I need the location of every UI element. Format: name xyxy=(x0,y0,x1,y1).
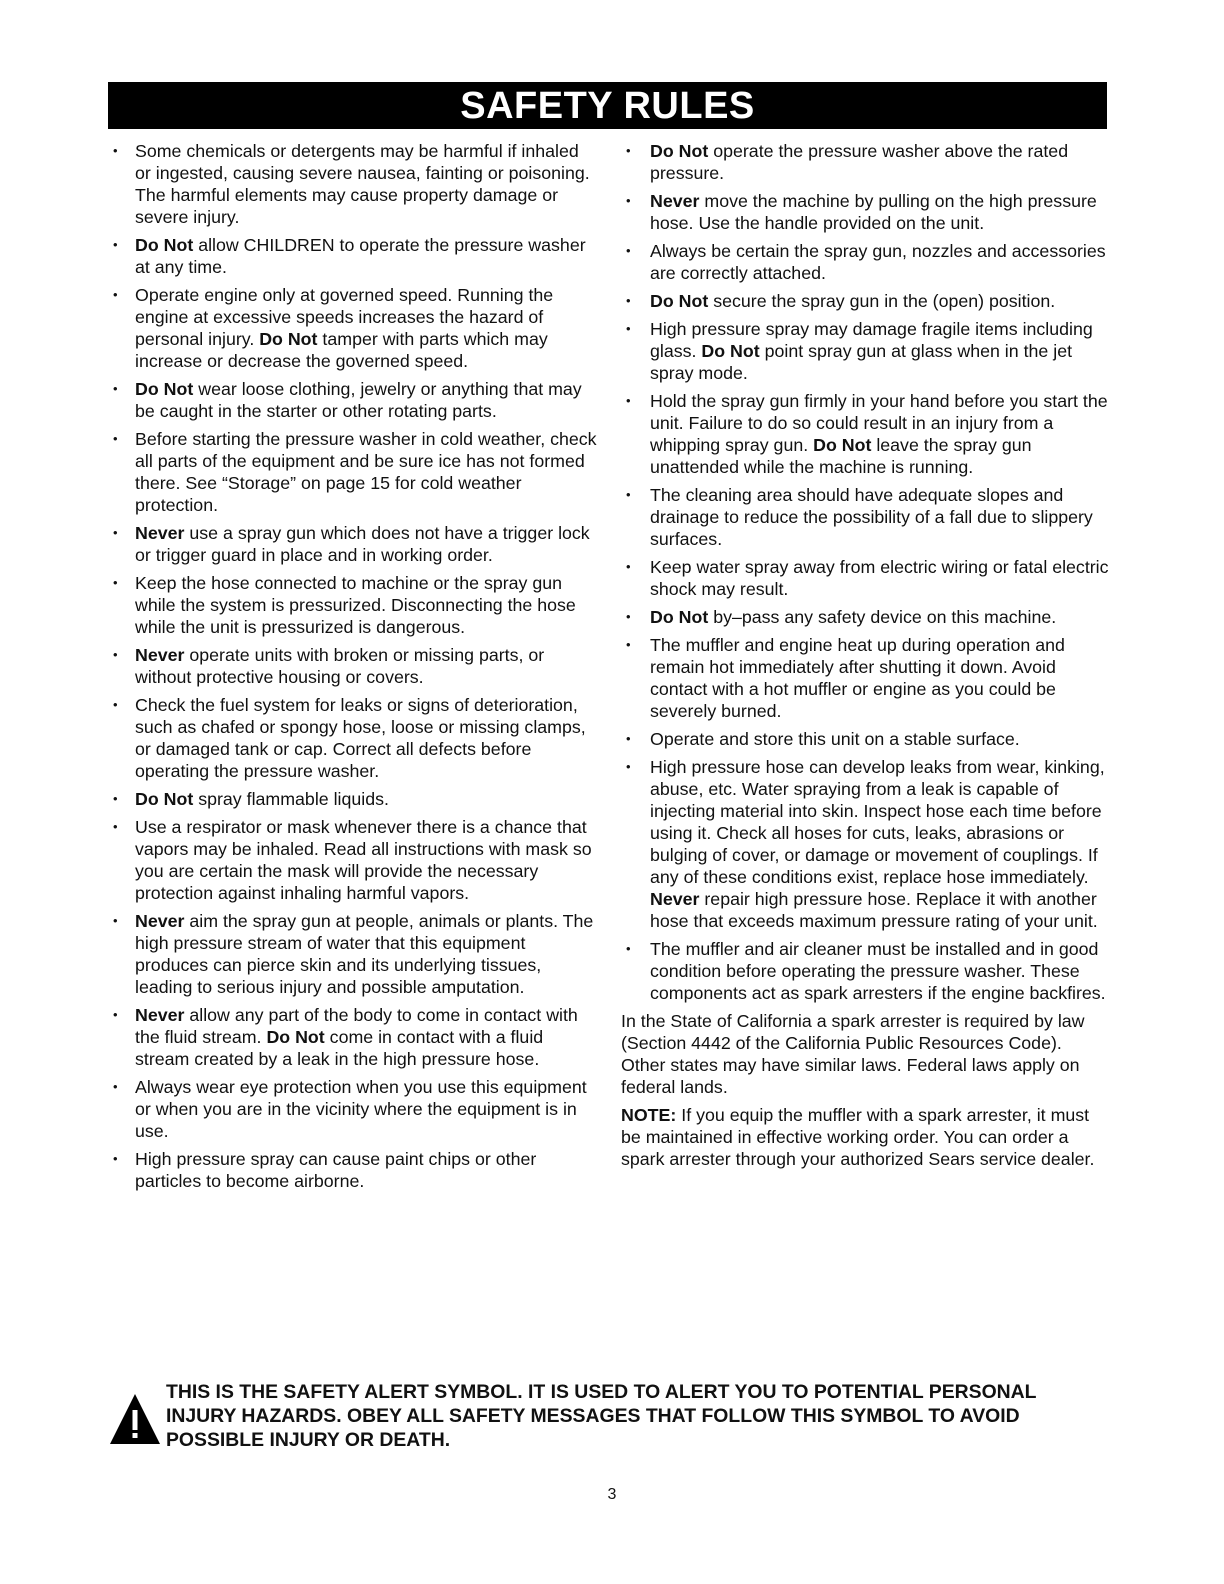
rule-item xyxy=(108,428,598,516)
rule-text: Some chemicals or detergents may be harmful if inhaled or ingested, causing severe nausea, fainting or poisoning. The harmful elements may cause property damage or severe injury. xyxy=(135,141,590,227)
rule-item xyxy=(108,1004,598,1070)
rule-item xyxy=(108,378,598,422)
rule-item xyxy=(108,694,598,782)
rule-text: Operate engine only at governed speed. Running the engine at excessive speeds increases the hazard of personal injury. xyxy=(135,285,554,349)
rule-text: The muffler and engine heat up during operation and remain hot immediately after shutting it down. Avoid contact with a hot muffler or engine as you could be severely burned. xyxy=(650,635,1065,721)
rule-text: operate units with broken or missing parts, or without protective housing or covers. xyxy=(135,645,545,687)
rule-text: aim the spray gun at people, animals or plants. The high pressure stream of water that this equipment produces can pierce skin and its underlying tissues, leading to serious injury and possible amputation. xyxy=(135,911,594,997)
note-text: If you equip the muffler with a spark arrester, it must be maintained in effective working order. You can order a spark arrester through your authorized Sears service dealer. xyxy=(621,1105,1095,1169)
rule-keyword: Never xyxy=(650,889,700,909)
rule-text: secure the spray gun in the (open) position. xyxy=(708,291,1056,311)
rule-keyword: Never xyxy=(135,645,185,665)
rule-keyword: Do Not xyxy=(135,379,194,399)
rule-keyword: Never xyxy=(135,1005,185,1025)
rule-item xyxy=(621,190,1111,234)
rule-keyword: Never xyxy=(135,911,185,931)
rule-item xyxy=(108,522,598,566)
rule-text: wear loose clothing, jewelry or anything that may be caught in the starter or other rotating parts. xyxy=(135,379,582,421)
rule-item xyxy=(621,756,1111,932)
left-column xyxy=(108,140,598,1198)
rule-text: Keep the hose connected to machine or the spray gun while the system is pressurized. Disconnecting the hose while the unit is pressurized is dangerous. xyxy=(135,573,576,637)
note-paragraph xyxy=(621,1104,1111,1170)
rule-text: Keep water spray away from electric wiring or fatal electric shock may result. xyxy=(650,557,1109,599)
rule-text: come in contact with a fluid stream created by a leak in the high pressure hose. xyxy=(135,1027,544,1069)
rule-item xyxy=(621,318,1111,384)
rule-text: The muffler and air cleaner must be installed and in good condition before operating the pressure washer. These components act as spark arresters if the engine backfires. xyxy=(650,939,1106,1003)
rule-text: repair high pressure hose. Replace it with another hose that exceeds maximum pressure rating of your unit. xyxy=(650,889,1098,931)
rule-text: Always be certain the spray gun, nozzles and accessories are correctly attached. xyxy=(650,241,1106,283)
rule-item xyxy=(108,816,598,904)
rule-text: operate the pressure washer above the rated pressure. xyxy=(650,141,1069,183)
left-rules-list xyxy=(108,140,598,1192)
rule-keyword: Do Not xyxy=(650,607,709,627)
rule-item xyxy=(621,484,1111,550)
rule-text: leave the spray gun unattended while the machine is running. xyxy=(650,435,1032,477)
rule-text: High pressure spray can cause paint chips or other particles to become airborne. xyxy=(135,1149,537,1191)
rule-item xyxy=(621,390,1111,478)
california-paragraph: In the State of California a spark arrester is required by law (Section 4442 of the California Public Resources Code). Other states may have similar laws. Federal laws apply on federal lands. xyxy=(621,1011,1085,1097)
rule-keyword: Do Not xyxy=(701,341,760,361)
rule-item xyxy=(108,140,598,228)
rule-item xyxy=(108,1076,598,1142)
rule-item xyxy=(621,606,1111,628)
rule-item xyxy=(108,572,598,638)
rule-keyword: Do Not xyxy=(650,141,709,161)
rule-item xyxy=(108,234,598,278)
rule-item xyxy=(621,240,1111,284)
rule-item xyxy=(621,634,1111,722)
rule-item xyxy=(108,1148,598,1192)
page-title-banner xyxy=(108,82,1107,129)
rule-item xyxy=(108,788,598,810)
safety-alert-text: THIS IS THE SAFETY ALERT SYMBOL. IT IS USED TO ALERT YOU TO POTENTIAL PERSONAL INJURY HAZARDS. OBEY ALL SAFETY MESSAGES THAT FOLLOW THIS SYMBOL TO AVOID POSSIBLE INJURY OR DEATH. xyxy=(166,1381,1037,1451)
rule-text: move the machine by pulling on the high pressure hose. Use the handle provided on the unit. xyxy=(650,191,1097,233)
right-rules-list xyxy=(621,140,1111,1004)
rule-item xyxy=(621,140,1111,184)
rule-item xyxy=(108,910,598,998)
rule-item xyxy=(621,290,1111,312)
rule-item xyxy=(621,556,1111,600)
rule-keyword: Do Not xyxy=(135,235,194,255)
rule-text: High pressure spray may damage fragile items including glass. xyxy=(650,319,1093,361)
page-title: SAFETY RULES xyxy=(460,85,755,127)
rule-text: allow any part of the body to come in contact with the fluid stream. xyxy=(135,1005,578,1047)
rule-keyword: Do Not xyxy=(813,435,872,455)
rule-keyword: Never xyxy=(135,523,185,543)
rule-item xyxy=(108,284,598,372)
rule-keyword: Never xyxy=(650,191,700,211)
rule-text: allow CHILDREN to operate the pressure washer at any time. xyxy=(135,235,586,277)
rule-text: Before starting the pressure washer in cold weather, check all parts of the equipment and be sure ice has not formed there. See “Storage” on page 15 for cold weather protection. xyxy=(135,429,597,515)
rule-keyword: Do Not xyxy=(650,291,709,311)
rule-text: Always wear eye protection when you use this equipment or when you are in the vicinity where the equipment is in use. xyxy=(135,1077,587,1141)
rule-text: Check the fuel system for leaks or signs of deterioration, such as chafed or spongy hose, loose or missing clamps, or damaged tank or cap. Correct all defects before operating the pressure washer. xyxy=(135,695,586,781)
rule-text: use a spray gun which does not have a trigger lock or trigger guard in place and in working order. xyxy=(135,523,590,565)
rule-text: Use a respirator or mask whenever there is a chance that vapors may be inhaled. Read all instructions with mask so you are certain the mask will provide the necessary protection against inhaling harmful vapors. xyxy=(135,817,592,903)
rule-item xyxy=(621,938,1111,1004)
rule-keyword: Do Not xyxy=(135,789,194,809)
rule-text: spray flammable liquids. xyxy=(193,789,389,809)
right-column xyxy=(621,140,1111,1170)
rule-keyword: Do Not xyxy=(259,329,318,349)
rule-item xyxy=(621,728,1111,750)
rule-text: The cleaning area should have adequate slopes and drainage to reduce the possibility of a fall due to slippery surfaces. xyxy=(650,485,1093,549)
rule-text: point spray gun at glass when in the jet spray mode. xyxy=(650,341,1073,383)
rule-text: tamper with parts which may increase or decrease the governed speed. xyxy=(135,329,548,371)
rule-text: Hold the spray gun firmly in your hand before you start the unit. Failure to do so could result in an injury from a whipping spray gun. xyxy=(650,391,1108,455)
rule-item xyxy=(108,644,598,688)
rule-text: High pressure hose can develop leaks from wear, kinking, abuse, etc. Water spraying from a leak is capable of injecting material into skin. Inspect hose each time before using it. Check all hoses for cuts, leaks, abrasions or bulging of cover, or damage or movement of couplings. If any of these conditions exist, replace hose immediately. xyxy=(650,757,1105,887)
rule-keyword: Do Not xyxy=(266,1027,325,1047)
rule-text: by–pass any safety device on this machine. xyxy=(708,607,1057,627)
page-number: 3 xyxy=(607,1486,617,1503)
rule-text: Operate and store this unit on a stable surface. xyxy=(650,729,1020,749)
warning-triangle-icon xyxy=(108,1392,162,1446)
note-label: NOTE: xyxy=(621,1105,677,1125)
